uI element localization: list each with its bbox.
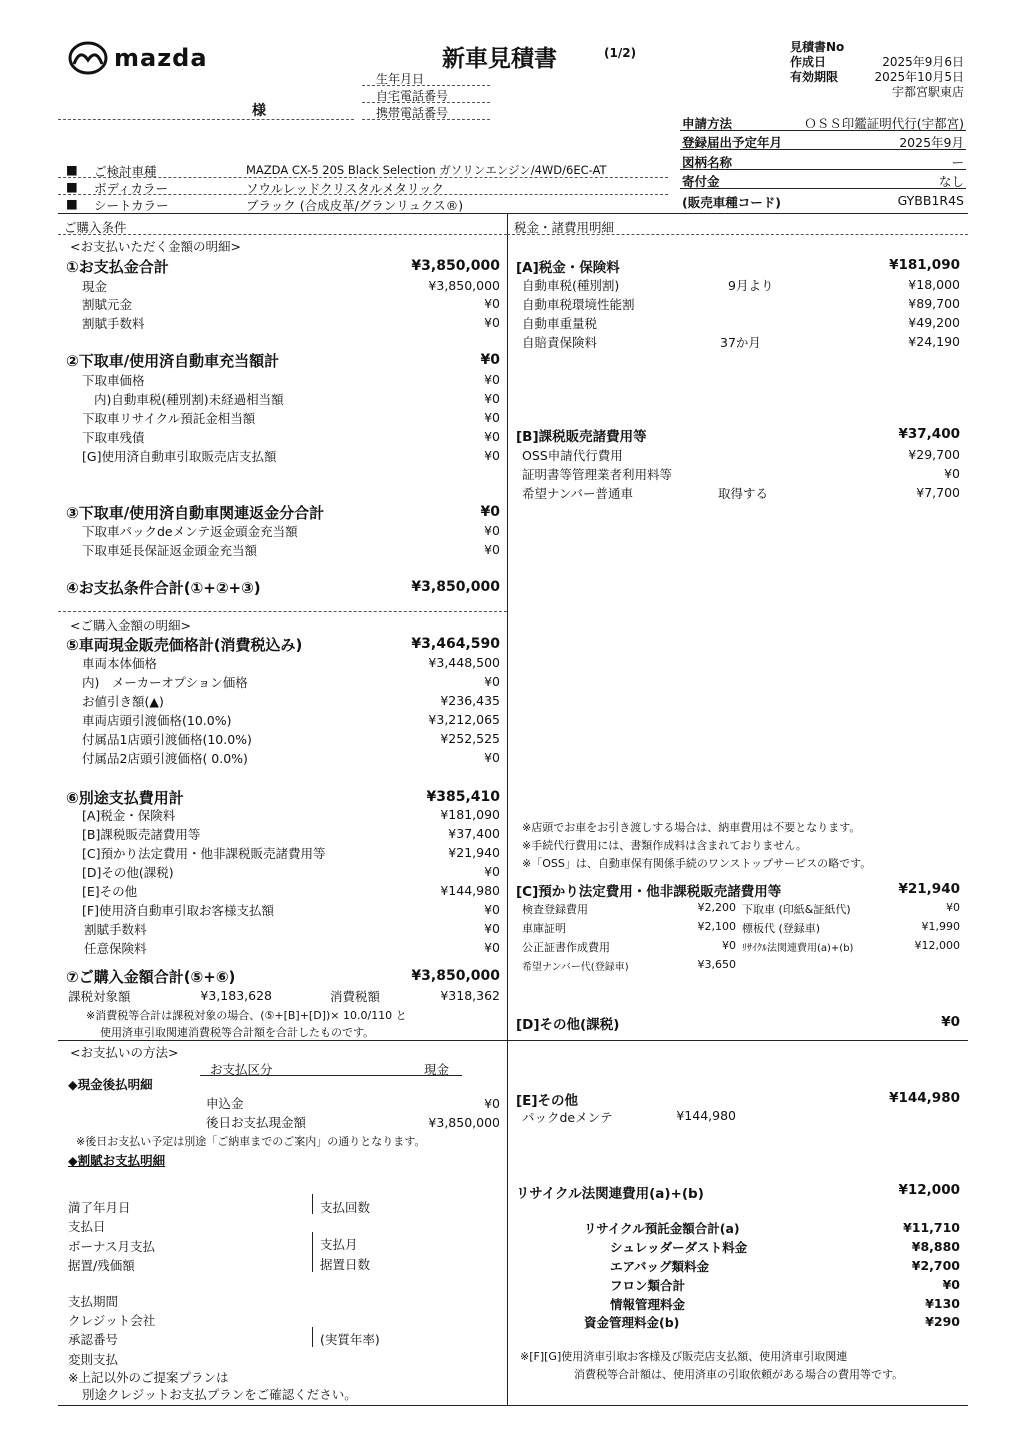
- s1-title: ①お支払金合計: [66, 258, 169, 276]
- s5-row-value: ¥0: [484, 674, 500, 689]
- taxable-fees-title: [B]課税販売諸費用等: [516, 429, 647, 445]
- payment-period-label: 支払期間: [68, 1294, 119, 1309]
- s5-row-label: 内) メーカーオプション価格: [82, 675, 248, 690]
- s3-row-label: 下取車パックdeメンテ返金頭金充当額: [82, 524, 298, 539]
- payment-method-heading: <お支払いの方法>: [70, 1045, 179, 1060]
- taxable-fees-value: ¥37,400: [898, 426, 960, 442]
- s2-row-label: 下取車リサイクル預託金相当額: [82, 411, 256, 426]
- c-row-value: ¥2,100: [697, 920, 736, 933]
- installment-title: ◆割賦お支払明細: [68, 1153, 166, 1168]
- a-row-value: ¥89,700: [908, 296, 960, 311]
- payment-month-label: 支払月: [320, 1237, 358, 1252]
- plate-design-label: 図柄名称: [682, 155, 733, 170]
- model-value: MAZDA CX-5 20S Black Selection ガソリンエンジン/4WD/6EC-AT: [246, 163, 607, 177]
- s6-row-value: ¥0: [484, 864, 500, 879]
- recycle-row-value: ¥290: [925, 1314, 960, 1329]
- a-row-label: 自動車重量税: [522, 316, 598, 331]
- s6-row-value: ¥0: [484, 902, 500, 917]
- body-color-label: ボディカラー: [94, 181, 169, 196]
- dealer-name: 宇都宮駅東店: [891, 85, 964, 99]
- created-date: 2025年9月6日: [882, 55, 964, 69]
- s3-row-value: ¥0: [484, 523, 500, 538]
- c-row-label: 下取車 (印紙&証紙代): [742, 903, 851, 916]
- body-color-value: ソウルレッドクリスタルメタリック: [246, 181, 444, 196]
- s6-row-label: [A]税金・保険料: [82, 808, 176, 823]
- s2-title: ②下取車/使用済自動車充当額計: [66, 352, 280, 370]
- s5-row-value: ¥236,435: [440, 693, 500, 708]
- valid-label: 有効期限: [790, 70, 839, 84]
- bullet-icon: ■: [66, 196, 78, 211]
- s6-row-label: [D]その他(課税): [82, 865, 174, 880]
- c-row-label: 希望ナンバー代(登録車): [522, 962, 629, 973]
- s6-value: ¥385,410: [426, 789, 500, 805]
- later-cash-value: ¥3,850,000: [428, 1115, 500, 1130]
- c-row-value: ¥12,000: [914, 939, 960, 952]
- a-row-value: ¥49,200: [908, 315, 960, 330]
- deferred-label: 据置/残価額: [68, 1258, 135, 1273]
- deposit-label: 申込金: [206, 1096, 244, 1111]
- s1-row-value: ¥0: [484, 315, 500, 330]
- b-row-label: OSS申請代行費用: [522, 448, 623, 463]
- s6-row-value: ¥0: [484, 921, 500, 936]
- s5-row-label: 車両店頭引渡価格(10.0%): [82, 713, 232, 728]
- mobile-phone-label: 携帯電話番号: [376, 106, 449, 120]
- s5-row-value: ¥3,448,500: [428, 655, 500, 670]
- fee-note: ※「OSS」は、自動車保有関係手続のワンストップサービスの略です。: [522, 857, 872, 870]
- s2-row-value: ¥0: [484, 448, 500, 463]
- installment-day-label: 支払日: [68, 1219, 106, 1234]
- s5-row-value: ¥252,525: [440, 731, 500, 746]
- s1-row-label: 割賦元金: [82, 297, 133, 312]
- tax-note: 使用済車引取関連消費税等合計額を合計したものです。: [100, 1026, 375, 1039]
- s5-row-label: 付属品1店頭引渡価格(10.0%): [82, 732, 252, 747]
- recycle-title: リサイクル法関連費用(a)+(b): [516, 1186, 704, 1202]
- valid-date: 2025年10月5日: [874, 70, 964, 84]
- s6-row-value: ¥21,940: [448, 845, 500, 860]
- c-row-value: ¥0: [722, 939, 736, 952]
- s3-row-value: ¥0: [484, 542, 500, 557]
- taxable-value: ¥3,183,628: [200, 988, 272, 1003]
- payment-type-label: お支払区分: [210, 1062, 273, 1077]
- s2-row-value: ¥0: [484, 391, 500, 406]
- recycle-row-label: 情報管理料金: [610, 1297, 686, 1312]
- page-indicator: (1/2): [604, 46, 637, 60]
- s3-row-label: 下取車延長保証返金頭金充当額: [82, 543, 258, 558]
- s5-row-label: 車両本体価格: [82, 656, 158, 671]
- s2-row-value: ¥0: [484, 372, 500, 387]
- e-row-value: ¥144,980: [676, 1108, 736, 1123]
- s7-title: ⑦ご購入金額合計(⑤+⑥): [66, 968, 236, 986]
- estimate-no-label: 見積書No: [790, 40, 845, 54]
- donation-label: 寄付金: [682, 174, 720, 189]
- cash-detail-title: ◆現金後払明細: [68, 1077, 153, 1092]
- other-taxable-title: [D]その他(課税): [516, 1017, 620, 1033]
- deposit-fees-value: ¥21,940: [898, 881, 960, 897]
- bullet-icon: ■: [66, 179, 78, 194]
- s2-row-label: 内)自動車税(種別割)未経過相当額: [94, 392, 284, 407]
- a-row-label: 自賠責保険料: [522, 335, 598, 350]
- deposit-value: ¥0: [484, 1096, 500, 1111]
- c-row-label: 車庫証明: [522, 922, 566, 935]
- installment-count-label: 支払回数: [320, 1200, 371, 1215]
- s6-row-value: ¥0: [484, 940, 500, 955]
- b-row-note: 取得する: [718, 486, 769, 501]
- recycle-row-value: ¥8,880: [911, 1239, 960, 1254]
- application-method-value: ＯＳＳ印鑑証明代行(宇都宮): [804, 116, 964, 131]
- s1-value: ¥3,850,000: [411, 258, 500, 274]
- s6-row-label: 任意保険料: [84, 941, 147, 956]
- a-row-label: 自動車税(種別割): [522, 278, 620, 293]
- mazda-logo: [68, 40, 218, 76]
- fee-note: ※手続代行費用には、書類作成料は含まれておりません。: [522, 839, 807, 852]
- recycle-row-label: 資金管理料金(b): [584, 1315, 680, 1330]
- vehicle-code-value: GYBB1R4S: [897, 193, 964, 208]
- seat-color-value: ブラック (合成皮革/グランリュクス®): [246, 198, 464, 213]
- annual-rate-label: (実質年率): [320, 1332, 380, 1347]
- c-row-value: ¥2,200: [697, 901, 736, 914]
- tax-value: ¥318,362: [440, 988, 500, 1003]
- s3-value: ¥0: [480, 504, 500, 520]
- recycle-row-label: フロン類合計: [610, 1278, 686, 1293]
- seat-color-label: シートカラー: [94, 198, 169, 213]
- b-row-value: ¥7,700: [916, 485, 960, 500]
- other-taxable-value: ¥0: [941, 1014, 960, 1030]
- model-label: ご検討車種: [94, 164, 157, 179]
- b-row-value: ¥29,700: [908, 447, 960, 462]
- s5-row-value: ¥3,212,065: [428, 712, 500, 727]
- s6-row-value: ¥144,980: [440, 883, 500, 898]
- c-row-label: 検査登録費用: [522, 903, 588, 916]
- s1-row-label: 割賦手数料: [82, 316, 145, 331]
- s2-row-value: ¥0: [484, 410, 500, 425]
- b-row-value: ¥0: [944, 466, 960, 481]
- bonus-label: ボーナス月支払: [68, 1239, 156, 1254]
- recycle-row-value: ¥0: [942, 1277, 960, 1292]
- s6-row-label: [F]使用済自動車引取お客様支払額: [82, 903, 274, 918]
- s6-title: ⑥別途支払費用計: [66, 789, 184, 807]
- tax-label: 消費税額: [330, 989, 381, 1004]
- tax-insurance-title: [A]税金・保険料: [516, 260, 620, 276]
- taxable-label: 課税対象額: [68, 989, 131, 1004]
- a-row-note: 9月より: [728, 278, 774, 293]
- s6-row-label: [B]課税販売諸費用等: [82, 827, 201, 842]
- irregular-payment-label: 変則支払: [68, 1352, 119, 1367]
- plan-note: 別途クレジットお支払プランをご確認ください。: [82, 1387, 357, 1402]
- c-row-label: ﾘｻｲｸﾙ法関連費用(a)+(b): [742, 943, 854, 954]
- c-row-value: ¥1,990: [921, 920, 960, 933]
- s2-value: ¥0: [480, 352, 500, 368]
- document-title: 新車見積書: [442, 46, 557, 72]
- footer-note: ※[F][G]使用済車引取お客様及び販売店支払額、使用済車引取関連: [520, 1350, 848, 1363]
- created-label: 作成日: [790, 55, 827, 69]
- recycle-row-label: リサイクル預託金額合計(a): [584, 1221, 740, 1236]
- s2-row-label: 下取車残債: [82, 430, 145, 445]
- later-cash-label: 後日お支払現金額: [206, 1115, 307, 1130]
- registration-label: 登録届出予定年月: [682, 135, 783, 150]
- recycle-row-label: シュレッダーダスト料金: [610, 1240, 748, 1255]
- other-title: [E]その他: [516, 1093, 579, 1109]
- application-method-label: 申請方法: [682, 116, 733, 131]
- home-phone-label: 自宅電話番号: [376, 89, 449, 103]
- a-row-note: 37か月: [720, 335, 761, 350]
- s6-row-label: [C]預かり法定費用・他非課税販売諸費用等: [82, 846, 326, 861]
- purchase-detail-heading: <ご購入金額の明細>: [70, 618, 191, 633]
- later-cash-note: ※後日お支払い予定は別途「ご納車までのご案内」の通りとなります。: [76, 1135, 426, 1148]
- e-row-label: パックdeメンテ: [522, 1110, 613, 1125]
- s3-title: ③下取車/使用済自動車関連返金分合計: [66, 504, 325, 522]
- recycle-row-label: エアバッグ類料金: [610, 1259, 710, 1274]
- dob-label: 生年月日: [376, 72, 425, 86]
- c-row-label: 公正証書作成費用: [522, 941, 610, 954]
- tax-note: ※消費税等合計は課税対象の場合、(⑤+[B]+[D])× 10.0/110 と: [86, 1009, 407, 1022]
- payment-type-value: 現金: [424, 1062, 450, 1077]
- c-row-value: ¥0: [946, 901, 960, 914]
- s6-row-value: ¥37,400: [448, 826, 500, 841]
- s2-row-label: 下取車価格: [82, 373, 145, 388]
- deferred-days-label: 据置日数: [320, 1257, 371, 1272]
- installment-end-label: 満了年月日: [68, 1200, 131, 1215]
- purchase-conditions-heading: ご購入条件: [64, 220, 127, 235]
- s5-row-label: 付属品2店頭引渡価格( 0.0%): [82, 751, 248, 766]
- s7-value: ¥3,850,000: [411, 968, 500, 984]
- donation-value: なし: [938, 174, 964, 189]
- recycle-value: ¥12,000: [898, 1182, 960, 1198]
- c-row-label: 標板代 (登録車): [742, 922, 821, 935]
- fee-note: ※店頭でお車をお引き渡しする場合は、納車費用は不要となります。: [522, 821, 861, 834]
- plate-design-value: ー: [951, 155, 964, 170]
- s6-row-label: 割賦手数料: [84, 922, 147, 937]
- c-row-value: ¥3,650: [697, 958, 736, 971]
- s6-row-value: ¥181,090: [440, 807, 500, 822]
- s6-row-label: [E]その他: [82, 884, 138, 899]
- tax-insurance-value: ¥181,090: [889, 257, 960, 273]
- s4-value: ¥3,850,000: [411, 579, 500, 595]
- s1-row-value: ¥0: [484, 296, 500, 311]
- recycle-row-value: ¥130: [925, 1296, 960, 1311]
- s1-row-label: 現金: [82, 279, 108, 294]
- credit-company-label: クレジット会社: [68, 1313, 156, 1328]
- deposit-fees-title: [C]預かり法定費用・他非課税販売諸費用等: [516, 884, 782, 900]
- registration-value: 2025年9月: [899, 135, 964, 150]
- footer-note: 消費税等合計額は、使用済車の引取依頼がある場合の費用等です。: [574, 1368, 904, 1381]
- vehicle-code-label: (販売車種コード): [682, 195, 781, 210]
- approval-number-label: 承認番号: [68, 1332, 119, 1347]
- s4-title: ④お支払条件合計(①+②+③): [66, 579, 261, 597]
- a-row-label: 自動車税環境性能割: [522, 297, 635, 312]
- tax-fee-heading: 税金・諸費用明細: [514, 220, 615, 235]
- s5-title: ⑤車両現金販売価格計(消費税込み): [66, 636, 303, 654]
- other-value: ¥144,980: [889, 1090, 960, 1106]
- a-row-value: ¥24,190: [908, 334, 960, 349]
- b-row-label: 証明書等管理業者利用料等: [522, 467, 673, 482]
- s2-row-label: [G]使用済自動車引取販売店支払額: [82, 449, 277, 464]
- plan-note: ※上記以外のご提案プランは: [68, 1370, 229, 1385]
- s5-row-value: ¥0: [484, 750, 500, 765]
- b-row-label: 希望ナンバー普通車: [522, 486, 634, 501]
- payment-detail-heading: <お支払いただく金額の明細>: [70, 239, 241, 254]
- s5-value: ¥3,464,590: [411, 636, 500, 652]
- s1-row-value: ¥3,850,000: [428, 278, 500, 293]
- honorific: 様: [252, 103, 266, 119]
- a-row-value: ¥18,000: [908, 277, 960, 292]
- recycle-row-value: ¥11,710: [903, 1220, 960, 1235]
- s2-row-value: ¥0: [484, 429, 500, 444]
- brand-wordmark: mazda: [114, 44, 208, 72]
- s5-row-label: お値引き額(▲): [82, 694, 164, 709]
- recycle-row-value: ¥2,700: [911, 1258, 960, 1273]
- bullet-icon: ■: [66, 162, 78, 177]
